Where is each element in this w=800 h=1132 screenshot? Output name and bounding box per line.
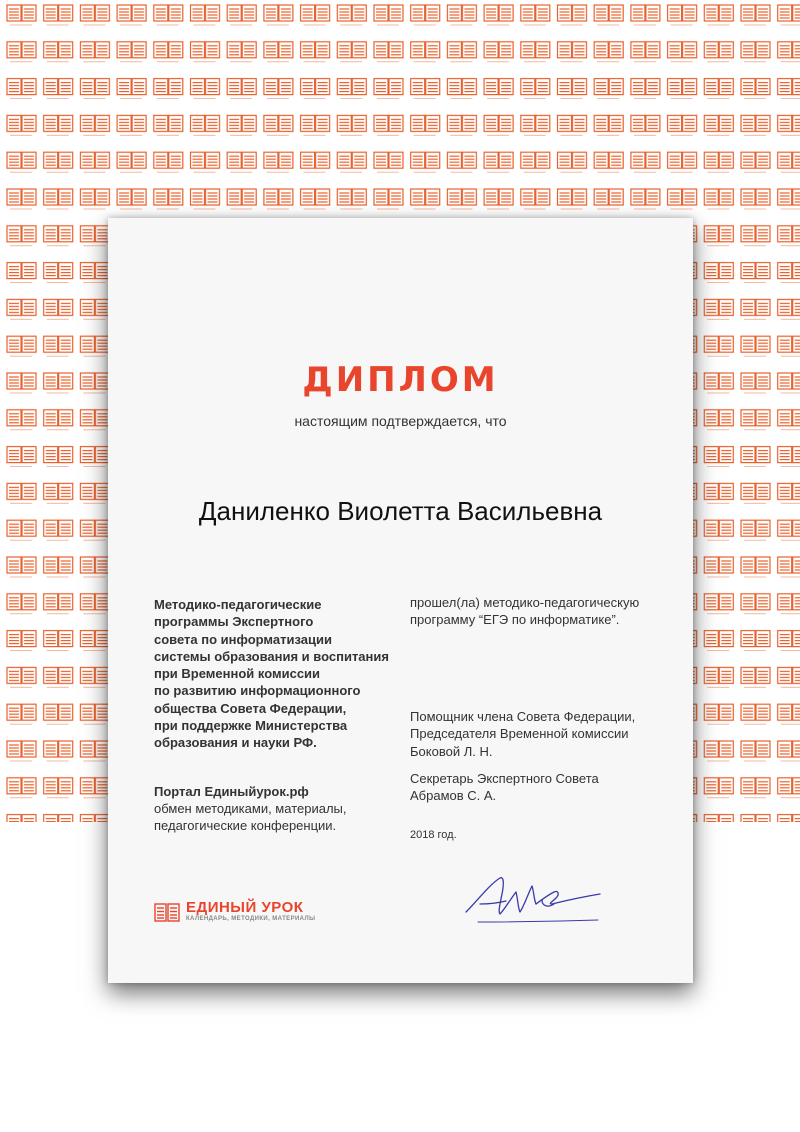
diploma-title: ДИПЛОМ <box>302 360 499 400</box>
completion-statement <box>410 594 639 629</box>
secretary-signatory <box>410 770 599 805</box>
recipient-name: Даниленко Виолетта Васильевна <box>198 496 603 526</box>
org-line: общества Совета Федерации, <box>154 700 347 716</box>
logo-name: ЕДИНЫЙ УРОК <box>186 899 304 916</box>
org-line: системы образования и воспитания <box>154 648 389 664</box>
org-line: при поддержке Министерства <box>154 718 348 734</box>
assistant-line: Боковой Л. Н. <box>410 743 493 759</box>
org-line: Методико-педагогические <box>154 597 322 612</box>
signature-image <box>458 870 608 925</box>
diploma-paper <box>108 218 693 983</box>
brand-logo <box>154 900 354 930</box>
org-line: по развитию информационного <box>154 683 361 699</box>
diploma-subtitle: настоящим подтверждается, что <box>294 413 507 429</box>
completion-line: прошел(ла) методико-педагогическую <box>410 595 640 610</box>
org-line: программы Экспертного <box>154 614 314 630</box>
open-book-icon <box>154 902 180 924</box>
completion-line: программу “ЕГЭ по информатике”. <box>410 612 620 628</box>
assistant-line: Председателя Временной комиссии <box>410 726 629 742</box>
secretary-line: Абрамов С. А. <box>410 788 497 804</box>
portal-description-line: обмен методиками, материалы, <box>154 800 347 816</box>
secretary-line: Секретарь Экспертного Совета <box>410 771 599 786</box>
portal-title: Портал Единыйурок.рф <box>154 783 309 799</box>
portal-block <box>154 783 409 835</box>
assistant-signatory <box>410 708 635 760</box>
organization-block <box>154 596 409 835</box>
org-line: образования и науки РФ. <box>154 735 317 751</box>
assistant-line: Помощник члена Совета Федерации, <box>410 709 636 724</box>
org-line: при Временной комиссии <box>154 666 321 682</box>
portal-description-line: педагогические конференции. <box>154 818 337 834</box>
logo-tagline: КАЛЕНДАРЬ, МЕТОДИКИ, МАТЕРИАЛЫ <box>186 916 316 922</box>
org-line: совета по информатизации <box>154 631 332 647</box>
issue-year: 2018 год. <box>410 829 457 841</box>
